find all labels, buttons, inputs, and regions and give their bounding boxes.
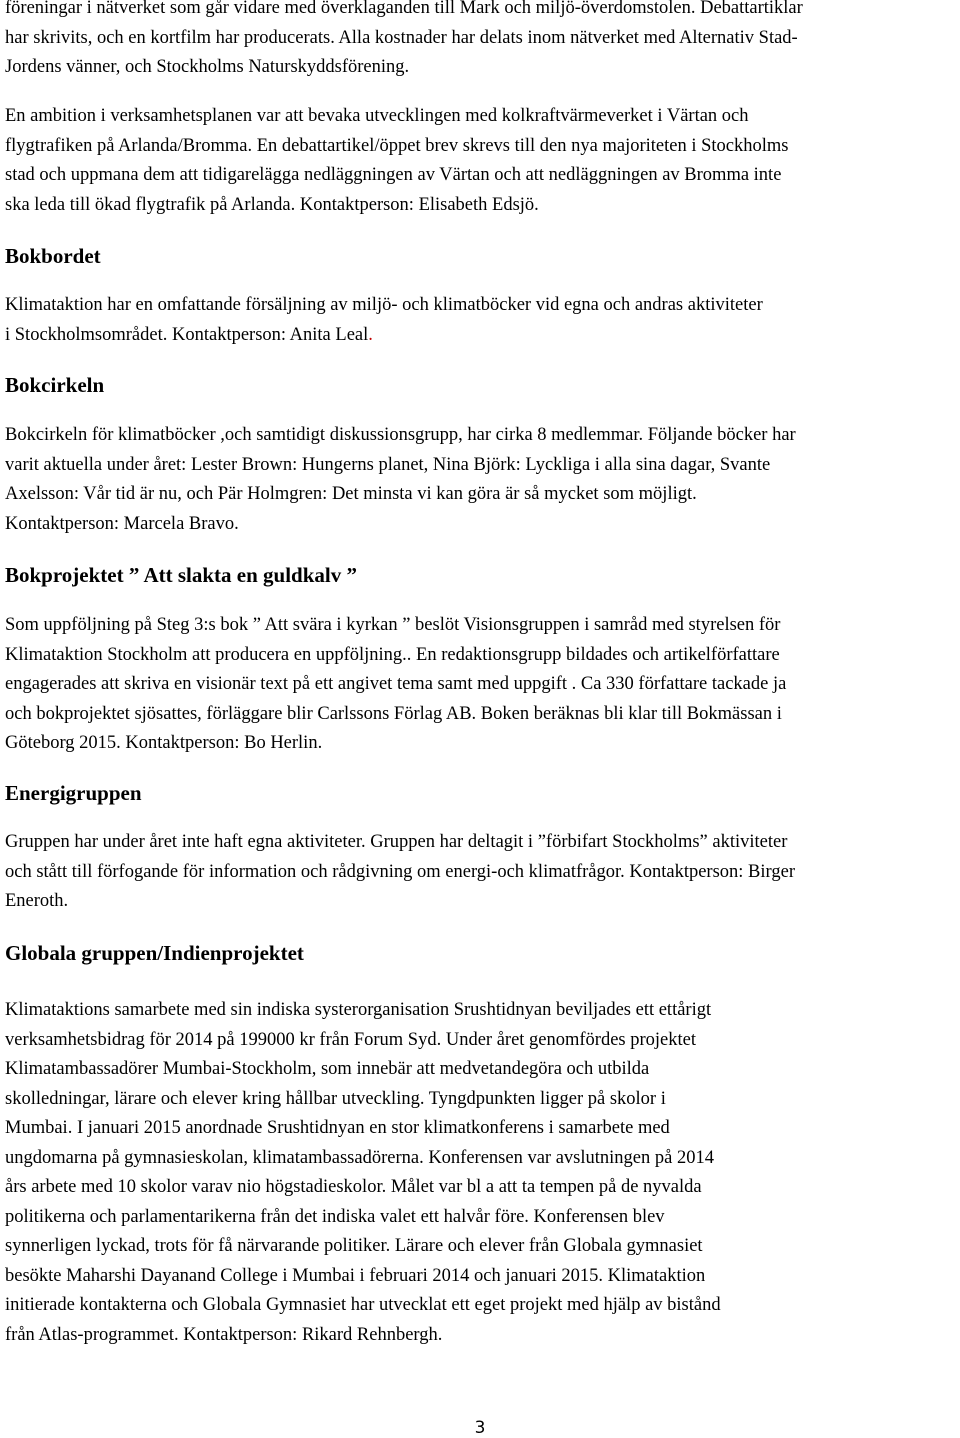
bokcirkeln-paragraph (5, 421, 953, 539)
text-line: ska leda till ökad flygtrafik på Arlanda. Kontaktperson: Elisabeth Edsjö. (5, 194, 539, 215)
red-period: . (368, 324, 373, 345)
text-line: varit aktuella under året: Lester Brown: Hungerns planet, Nina Björk: Lyckliga i alla sina dagar, Svante (5, 454, 771, 475)
text-line: flygtrafiken på Arlanda/Bromma. En debattartikel/öppet brev skrevs till den nya majoriteten i Stockholms (5, 135, 789, 156)
text-line: föreningar i nätverket som går vidare med överklaganden till Mark och miljö-överdomstolen. Debattartiklar (5, 0, 803, 18)
text-segment: i Stockholmsområdet. Kontaktperson: Anita Leal (5, 324, 369, 345)
text-line: verksamhetsbidrag för 2014 på 199000 kr från Forum Syd. Under året genomfördes projektet (5, 1029, 697, 1050)
text-line: Göteborg 2015. Kontaktperson: Bo Herlin. (5, 733, 323, 753)
text-line: synnerligen lyckad, trots för få närvarande politiker. Lärare och elever från Globala gymnasiet (5, 1236, 703, 1256)
heading-bokprojektet: Bokprojektet ” Att slakta en guldkalv ” (5, 563, 357, 587)
heading-bokcirkeln: Bokcirkeln (5, 373, 105, 397)
text-line: Axelsson: Vår tid är nu, och Pär Holmgren: Det minsta vi kan göra är så mycket som möjligt. (5, 484, 697, 504)
text-line: Bokcirkeln för klimatböcker ,och samtidigt diskussionsgrupp, har cirka 8 medlemmar. Följande böcker har (5, 425, 796, 445)
text-line: års arbete med 10 skolor varav nio högstadieskolor. Målet var bl a att ta tempen på de nyvalda (5, 1177, 702, 1197)
text-line: ungdomarna på gymnasieskolan, klimatambassadörerna. Konferensen var avslutningen på 2014 (5, 1147, 714, 1168)
text-line: engagerades att skriva en visionär text på ett angivet tema samt med uppgift . Ca 330 författare tackade ja (5, 674, 787, 694)
text-line: och bokprojektet sjösattes, förläggare blir Carlssons Förlag AB. Boken beräknas bli klar till Bokmässan i (5, 703, 782, 724)
text-line: besökte Maharshi Dayanand College i Mumbai i februari 2014 och januari 2015. Klimataktion (5, 1265, 706, 1286)
text-line: har skrivits, och en kortfilm har producerats. Alla kostnader har delats inom nätverket med Alternativ Stad- (5, 27, 798, 48)
energigruppen-paragraph (5, 828, 953, 917)
intro-paragraph (5, 0, 953, 83)
text-line: Som uppföljning på Steg 3:s bok ” Att svära i kyrkan ” beslöt Visionsgruppen i samråd med styrelsen för (5, 615, 781, 635)
heading-energigruppen: Energigruppen (5, 781, 142, 805)
text-line: och stått till förfogande för information och rådgivning om energi-och klimatfrågor. Kontaktperson: Birger (5, 861, 795, 882)
text-line: från Atlas-programmet. Kontaktperson: Rikard Rehnbergh. (5, 1324, 443, 1345)
text-line: Jordens vänner, och Stockholms Naturskyddsförening. (5, 57, 410, 77)
heading-globala-gruppen: Globala gruppen/Indienprojektet (5, 941, 304, 965)
bokprojektet-paragraph (5, 611, 953, 759)
text-line: En ambition i verksamhetsplanen var att bevaka utvecklingen med kolkraftvärmeverket i Värtan och (5, 106, 749, 126)
text-line: politikerna och parlamentarikerna från det indiska valet ett halvår före. Konferensen blev (5, 1206, 665, 1227)
text-line: Eneroth. (5, 891, 69, 911)
heading-bokbordet: Bokbordet (5, 244, 101, 268)
text-line: skolledningar, lärare och elever kring hållbar utveckling. Tyngdpunkten ligger på skolor i (5, 1088, 666, 1109)
text-line: initierade kontakterna och Globala Gymnasiet har utvecklat ett eget projekt med hjälp av bistånd (5, 1295, 721, 1315)
text-line: Klimatambassadörer Mumbai-Stockholm, som innebär att medvetandegöra och utbilda (5, 1059, 650, 1079)
globala-paragraph (5, 996, 953, 1350)
text-line: Gruppen har under året inte haft egna aktiviteter. Gruppen har deltagit i ”förbifart Stockholms” aktiviteter (5, 832, 788, 852)
ambition-paragraph (5, 102, 953, 220)
text-line: Kontaktperson: Marcela Bravo. (5, 513, 239, 534)
text-line: stad och uppmana dem att tidigarelägga nedläggningen av Värtan och att nedläggningen av Bromma inte (5, 165, 782, 185)
bokbordet-paragraph (5, 291, 953, 350)
text-line: Klimataktion Stockholm att producera en uppföljning.. En redaktionsgrupp bildades och artikelförfattare (5, 644, 780, 665)
text-line (5, 321, 953, 351)
page-number: 3 (474, 1418, 486, 1438)
text-line: Klimataktion har en omfattande försäljning av miljö- och klimatböcker vid egna och andras aktiviteter (5, 295, 763, 315)
text-line: Klimataktions samarbete med sin indiska systerorganisation Srushtidnyan beviljades ett ettårigt (5, 1000, 712, 1020)
text-line: Mumbai. I januari 2015 anordnade Srushtidnyan en stor klimatkonferens i samarbete med (5, 1118, 670, 1138)
